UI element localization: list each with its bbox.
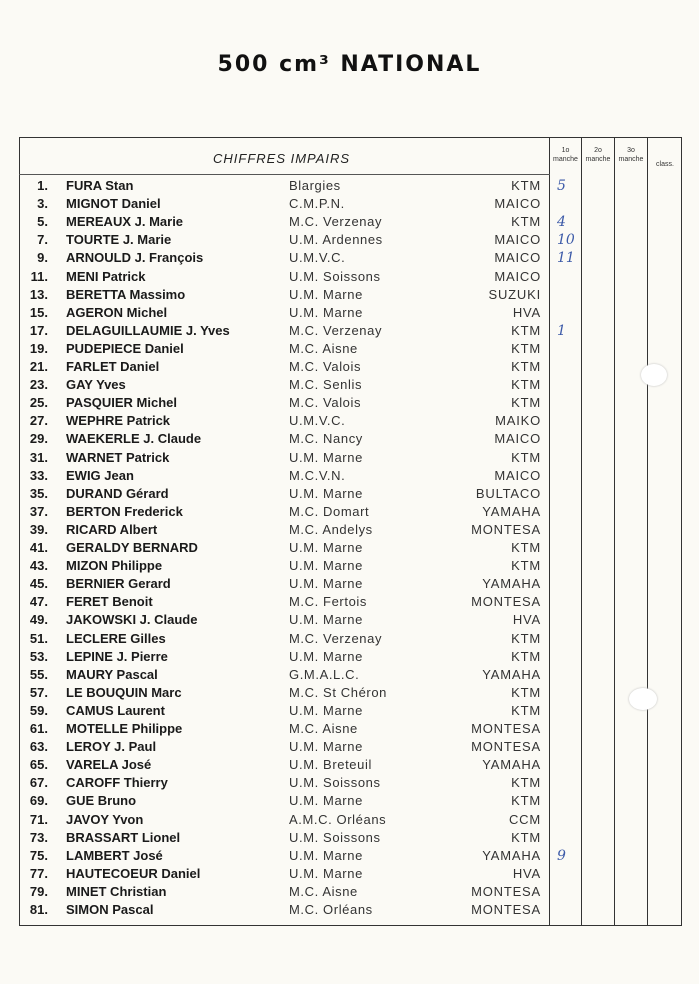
- column-header-manche-3: 3o manche: [618, 147, 644, 163]
- motorcycle-make: YAMAHA: [482, 503, 541, 519]
- table-row: [0, 359, 699, 377]
- manche-1-mark: 4: [557, 214, 566, 231]
- entry-number: 57.: [29, 684, 48, 700]
- motorcycle-make: KTM: [511, 793, 541, 809]
- rider-club: M.C. Aisne: [289, 340, 358, 356]
- rider-club: U.M. Marne: [289, 540, 363, 555]
- entry-number: 75.: [29, 847, 48, 863]
- rider-name: PASQUIER Michel: [66, 395, 178, 411]
- table-row: [0, 287, 699, 305]
- rider-name: DURAND Gérard: [66, 485, 169, 501]
- rider-club: U.M. Marne: [289, 485, 363, 501]
- motorcycle-make: CCM: [508, 811, 541, 827]
- entry-number: 23.: [29, 377, 48, 393]
- entry-number: 7.: [37, 232, 48, 248]
- column-header-manche-1: 1o manche: [553, 147, 578, 163]
- motorcycle-make: YAMAHA: [482, 847, 541, 863]
- entry-number: 79.: [29, 883, 48, 899]
- entry-number: 11.: [30, 268, 48, 284]
- rider-name: FURA Stan: [66, 178, 134, 193]
- column-header-manche-2: 2o manche: [585, 147, 611, 163]
- rider-club: U.M. Marne: [289, 847, 363, 863]
- entry-number: 47.: [29, 594, 48, 610]
- manche-1-mark: 10: [557, 232, 575, 249]
- rider-name: BERETTA Massimo: [66, 286, 186, 302]
- rider-club: Blargies: [289, 178, 341, 193]
- motorcycle-make: MONTESA: [471, 521, 541, 537]
- entry-number: 67.: [29, 775, 48, 791]
- page-title: 500 cm³ NATIONAL: [217, 52, 482, 77]
- table-row: [0, 341, 699, 359]
- rider-name: RICARD Albert: [66, 521, 158, 537]
- entry-number: 17.: [29, 322, 48, 338]
- table-row: [0, 739, 699, 757]
- table-row: [0, 395, 699, 413]
- rider-name: BRASSART Lionel: [66, 829, 181, 845]
- table-row: [0, 269, 699, 287]
- rider-name: MOTELLE Philippe: [66, 721, 183, 736]
- table-subtitle: CHIFFRES IMPAIRS: [213, 151, 351, 166]
- punch-hole: [641, 364, 667, 386]
- motorcycle-make: KTM: [511, 684, 541, 700]
- rider-name: MIZON Philippe: [66, 558, 163, 574]
- table-row: [0, 721, 699, 739]
- table-row: [0, 848, 699, 866]
- motorcycle-make: KTM: [511, 214, 541, 230]
- rider-name: LEROY J. Paul: [66, 739, 157, 755]
- rider-name: CAMUS Laurent: [66, 702, 165, 718]
- entry-number: 65.: [29, 757, 48, 773]
- rider-club: M.C. Nancy: [289, 431, 363, 447]
- entry-number: 71.: [29, 811, 48, 827]
- rider-name: FARLET Daniel: [66, 359, 160, 374]
- entry-number: 45.: [29, 576, 48, 592]
- entry-number: 73.: [29, 829, 48, 845]
- table-row: [0, 486, 699, 504]
- entry-number: 69.: [29, 793, 48, 809]
- manche-1-mark: 1: [557, 322, 566, 339]
- entry-number: 51.: [29, 630, 48, 646]
- rider-club: M.C.V.N.: [289, 467, 346, 483]
- motorcycle-make: MONTESA: [471, 739, 541, 755]
- rider-club: M.C. Aisne: [289, 883, 358, 899]
- motorcycle-make: KTM: [511, 702, 541, 718]
- rider-name: VARELA José: [66, 757, 152, 773]
- motorcycle-make: MAICO: [494, 467, 541, 483]
- table-row: [0, 576, 699, 594]
- rider-club: U.M. Ardennes: [289, 232, 383, 248]
- rider-club: U.M. Breteuil: [289, 757, 372, 773]
- entry-number: 29.: [29, 431, 48, 447]
- column-header-class: class.: [656, 161, 674, 168]
- rider-name: LECLERE Gilles: [66, 630, 166, 646]
- entry-number: 21.: [29, 359, 48, 374]
- rider-club: U.M.V.C.: [289, 413, 346, 429]
- rider-club: U.M.V.C.: [289, 250, 346, 266]
- table-row: [0, 649, 699, 667]
- motorcycle-make: YAMAHA: [482, 666, 541, 682]
- rider-club: U.M. Marne: [289, 612, 363, 628]
- motorcycle-make: KTM: [511, 359, 541, 374]
- rider-name: MIGNOT Daniel: [66, 196, 161, 212]
- entry-number: 43.: [29, 558, 48, 574]
- rider-club: U.M. Soissons: [289, 829, 381, 845]
- entry-number: 9.: [37, 250, 48, 266]
- motorcycle-make: MONTESA: [471, 721, 541, 736]
- table-row: [0, 612, 699, 630]
- rider-club: M.C. Valois: [289, 359, 362, 374]
- motorcycle-make: KTM: [511, 377, 541, 393]
- rider-name: ARNOULD J. François: [66, 250, 204, 266]
- rider-club: M.C. Verzenay: [289, 322, 383, 338]
- table-row: [0, 377, 699, 395]
- motorcycle-make: KTM: [511, 322, 541, 338]
- table-row: [0, 812, 699, 830]
- rider-name: MINET Christian: [66, 883, 167, 899]
- entry-number: 3.: [37, 196, 48, 212]
- table-row: [0, 902, 699, 920]
- motorcycle-make: KTM: [511, 395, 541, 411]
- rider-name: DELAGUILLAUMIE J. Yves: [66, 322, 230, 338]
- entry-number: 61.: [29, 721, 48, 736]
- rider-name: TOURTE J. Marie: [66, 232, 172, 248]
- entry-number: 15.: [29, 304, 48, 320]
- motorcycle-make: MAICO: [494, 268, 541, 284]
- rider-club: C.M.P.N.: [289, 196, 345, 212]
- rider-club: U.M. Marne: [289, 739, 363, 755]
- rider-name: MAURY Pascal: [66, 666, 158, 682]
- motorcycle-make: KTM: [511, 558, 541, 574]
- rider-name: WEPHRE Patrick: [66, 413, 171, 429]
- entry-number: 49.: [29, 612, 48, 628]
- motorcycle-make: KTM: [511, 775, 541, 791]
- table-row: [0, 232, 699, 250]
- motorcycle-make: MAICO: [494, 196, 541, 212]
- table-row: [0, 522, 699, 540]
- entry-number: 25.: [29, 395, 48, 411]
- rider-name: AGERON Michel: [66, 304, 168, 320]
- rider-club: M.C. Aisne: [289, 721, 358, 736]
- table-row: [0, 793, 699, 811]
- rider-name: CAROFF Thierry: [66, 775, 168, 791]
- rider-club: M.C. Fertois: [289, 594, 367, 610]
- rider-name: MEREAUX J. Marie: [66, 214, 184, 230]
- entry-number: 59.: [29, 702, 48, 718]
- rider-name: EWIG Jean: [66, 467, 134, 483]
- rider-name: WAEKERLE J. Claude: [66, 431, 202, 447]
- rider-club: U.M. Marne: [289, 702, 363, 718]
- table-row: [0, 703, 699, 721]
- entry-number: 53.: [29, 648, 48, 664]
- table-row: [0, 431, 699, 449]
- motorcycle-make: KTM: [511, 340, 541, 356]
- rider-club: M.C. Orléans: [289, 902, 373, 917]
- motorcycle-make: YAMAHA: [482, 757, 541, 773]
- motorcycle-make: KTM: [511, 449, 541, 465]
- rider-club: A.M.C. Orléans: [289, 811, 387, 827]
- rider-name: HAUTECOEUR Daniel: [66, 865, 201, 881]
- entry-number: 19.: [29, 340, 48, 356]
- table-row: [0, 685, 699, 703]
- table-row: [0, 450, 699, 468]
- table-row: [0, 884, 699, 902]
- rider-club: U.M. Marne: [289, 648, 363, 664]
- entry-number: 27.: [29, 413, 48, 429]
- entry-number: 41.: [29, 540, 48, 555]
- table-row: [0, 631, 699, 649]
- motorcycle-make: KTM: [511, 540, 541, 555]
- rider-name: PUDEPIECE Daniel: [66, 340, 184, 356]
- table-row: [0, 305, 699, 323]
- rider-name: LEPINE J. Pierre: [66, 648, 168, 664]
- motorcycle-make: KTM: [511, 630, 541, 646]
- table-row: [0, 558, 699, 576]
- motorcycle-make: HVA: [512, 304, 541, 320]
- rider-name: FERET Benoit: [66, 594, 153, 610]
- table-row: [0, 250, 699, 268]
- motorcycle-make: HVA: [512, 865, 541, 881]
- motorcycle-make: MONTESA: [471, 594, 541, 610]
- motorcycle-make: MONTESA: [471, 902, 541, 917]
- header-rule: [19, 174, 550, 175]
- rider-club: U.M. Marne: [289, 793, 363, 809]
- entry-number: 77.: [29, 865, 48, 881]
- table-row: [0, 594, 699, 612]
- rider-club: U.M. Marne: [289, 449, 363, 465]
- rider-club: M.C. Valois: [289, 395, 362, 411]
- table-row: [0, 504, 699, 522]
- rider-club: U.M. Soissons: [289, 268, 381, 284]
- punch-hole: [629, 688, 657, 710]
- rider-name: WARNET Patrick: [66, 449, 170, 465]
- entry-number: 5.: [37, 214, 48, 230]
- table-row: [0, 775, 699, 793]
- motorcycle-make: KTM: [511, 648, 541, 664]
- rider-name: GUE Bruno: [66, 793, 137, 809]
- rider-club: U.M. Marne: [289, 286, 363, 302]
- table-row: [0, 214, 699, 232]
- rider-club: U.M. Marne: [289, 576, 363, 592]
- rider-club: U.M. Soissons: [289, 775, 381, 791]
- motorcycle-make: YAMAHA: [482, 576, 541, 592]
- rider-club: G.M.A.L.C.: [289, 666, 360, 682]
- entry-number: 39.: [29, 521, 48, 537]
- rider-name: JAVOY Yvon: [66, 811, 144, 827]
- rider-club: U.M. Marne: [289, 865, 363, 881]
- table-row: [0, 866, 699, 884]
- motorcycle-make: MAIKO: [495, 413, 541, 429]
- table-row: [0, 413, 699, 431]
- rider-club: M.C. Andelys: [289, 521, 373, 537]
- table-row: [0, 830, 699, 848]
- entry-number: 37.: [29, 503, 48, 519]
- table-row: [0, 178, 699, 196]
- motorcycle-make: MAICO: [494, 250, 541, 266]
- table-row: [0, 196, 699, 214]
- rider-name: SIMON Pascal: [66, 902, 154, 917]
- entry-number: 31.: [29, 449, 48, 465]
- rider-name: BERNIER Gerard: [66, 576, 171, 592]
- manche-1-mark: 11: [557, 250, 575, 267]
- table-row: [0, 323, 699, 341]
- entry-number: 33.: [29, 467, 48, 483]
- entry-number: 81.: [29, 902, 48, 917]
- motorcycle-make: KTM: [511, 178, 541, 193]
- motorcycle-make: HVA: [512, 612, 541, 628]
- rider-club: M.C. Verzenay: [289, 630, 383, 646]
- motorcycle-make: MAICO: [494, 431, 541, 447]
- table-row: [0, 468, 699, 486]
- entry-number: 13.: [29, 286, 48, 302]
- rider-name: BERTON Frederick: [66, 503, 183, 519]
- entry-number: 55.: [29, 666, 48, 682]
- rider-name: JAKOWSKI J. Claude: [66, 612, 198, 628]
- motorcycle-make: SUZUKI: [488, 286, 541, 302]
- rider-name: MENI Patrick: [66, 268, 146, 284]
- rider-name: GERALDY BERNARD: [66, 540, 198, 555]
- rider-club: M.C. St Chéron: [289, 684, 387, 700]
- table-row: [0, 540, 699, 558]
- motorcycle-make: MAICO: [494, 232, 541, 248]
- manche-1-mark: 9: [557, 847, 566, 864]
- rider-club: U.M. Marne: [289, 304, 363, 320]
- rider-club: M.C. Verzenay: [289, 214, 383, 230]
- rider-club: M.C. Domart: [289, 503, 370, 519]
- motorcycle-make: MONTESA: [471, 883, 541, 899]
- rider-name: GAY Yves: [66, 377, 126, 393]
- rider-name: LAMBERT José: [66, 847, 163, 863]
- motorcycle-make: BULTACO: [475, 485, 541, 501]
- rider-name: LE BOUQUIN Marc: [66, 684, 182, 700]
- table-row: [0, 757, 699, 775]
- entry-number: 1.: [37, 178, 48, 193]
- motorcycle-make: KTM: [511, 829, 541, 845]
- manche-1-mark: 5: [557, 178, 566, 194]
- rider-club: M.C. Senlis: [289, 377, 363, 393]
- entry-number: 35.: [29, 485, 48, 501]
- table-row: [0, 667, 699, 685]
- entry-number: 63.: [29, 739, 48, 755]
- rider-club: U.M. Marne: [289, 558, 363, 574]
